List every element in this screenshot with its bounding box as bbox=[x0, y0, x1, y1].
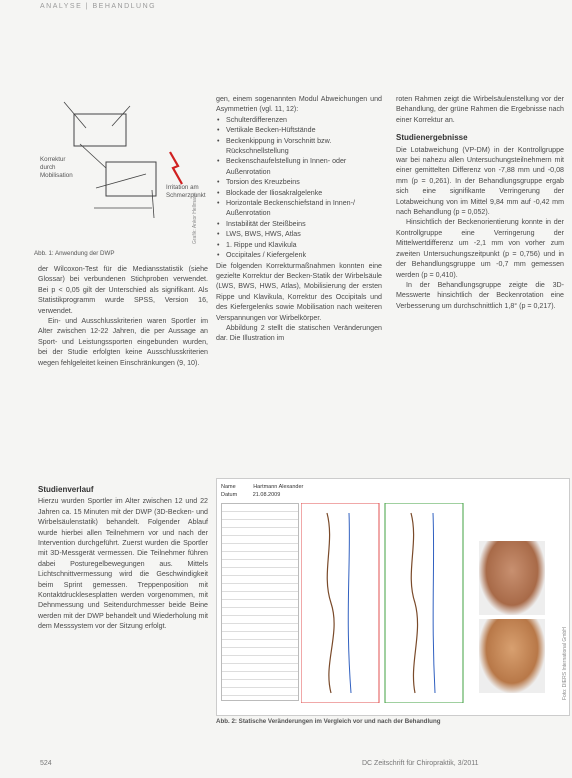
list-item: • Instabilität der Steißbeins bbox=[226, 219, 382, 229]
col2-paragraph: Abbildung 2 stellt die statischen Veränderungen dar. Die Illustration im bbox=[216, 323, 382, 343]
list-item: • LWS, BWS, HWS, Atlas bbox=[226, 229, 382, 239]
name-value: Hartmann Alexander bbox=[253, 484, 304, 490]
measurement-table bbox=[221, 503, 299, 701]
list-item: • Occipitales / Kiefergelenk bbox=[226, 250, 382, 260]
back-scan-before bbox=[479, 541, 545, 615]
col3-paragraph: Hinsichtlich der Beckenorientierung konnte in der Kontrollgruppe eine Verringerung der Mittelwertdifferenz um -2,1 mm von vorher zum zweiten Untersuchungszeitpunkt (p = 0,756) und in der Behandlungsgruppe um -0,7 mm gemessen werden (p = 0,410). bbox=[396, 218, 564, 279]
name-label: Name bbox=[221, 484, 236, 490]
section-heading-studienergebnisse: Studienergebnisse bbox=[396, 133, 468, 143]
list-item: • Torsion des Kreuzbeins bbox=[226, 177, 382, 187]
scan-header bbox=[221, 483, 513, 499]
figure-2-caption: Abb. 2: Statische Veränderungen im Vergleich vor und nach der Behandlung bbox=[216, 718, 441, 725]
col1-paragraph: Hierzu wurden Sportler im Alter zwischen 12 und 22 Jahren ca. 15 Minuten mit der DWP (3D-Becken- und Wirbelsäulenstatik) behandelt. Folgender Ablauf wurde hierbei allen Teilnehmern vor und nach der Intervention durchgeführt. Zuerst wurden die Sportler mit 3D-Messgerät vermessen. Die Teilnehmer führen dabei Posturegelbewegungen aus. Mittels Lichtschnittvermessung wird die Geschwindigkeit beim Sprint gemessen. Treppenposition mit Kontaktdrucklesesplatten werden vorgenommen, mit Dehnmessung und Seitendurchmesser beide Beine werden mit der DWP behandelt und Wiederholung mit dem Messsystem vor der Sitzung erfolgt. bbox=[38, 497, 208, 631]
col1-paragraph: Ein- und Ausschlusskriterien waren Sportler im Alter zwischen 12-22 Jahren, die per Aussage an Sport- und Leistungssporten eingebunden wurden, bei der Studie erfolgten keine Ausschlusskriterien wegen fehlgeleitet keinen Einschränkungen (9, 10). bbox=[38, 317, 208, 367]
col2-paragraph: Die folgenden Korrekturmaßnahmen konnten eine gezielte Korrektur der Becken-Statik der Wirbelsäule (LWS, BWS, HWS, Atlas), Mobilisierung der ersten Rippe und Klavikula, Korrektur des Occipitals und des Kiefergelenks sowie Mobilisation nach weiteren Verspannungen vor Wirbelkörper. bbox=[216, 261, 382, 322]
list-item: • Beckenschaufelstellung in Innen- oder Außenrotation bbox=[226, 156, 382, 177]
list-item: • 1. Rippe und Klavikula bbox=[226, 240, 382, 250]
figure-2-credit: Foto: DIERS International GmbH bbox=[562, 627, 568, 700]
journal-title: DC Zeitschrift für Chiropraktik, 3/2011 bbox=[362, 760, 479, 767]
list-item: • Vertikale Becken-Hüftstände bbox=[226, 125, 382, 135]
column-3 bbox=[396, 94, 564, 311]
figure-1-credit: Grafik: Ankor Hellmann bbox=[192, 192, 198, 244]
figure-1 bbox=[34, 92, 206, 257]
list-item: • Beckenkippung in Vorschnitt bzw. Rückschnellstellung bbox=[226, 136, 382, 157]
column-1-upper bbox=[38, 264, 208, 368]
figure-1-caption: Abb. 1: Anwendung der DWP bbox=[34, 250, 115, 257]
col3-intro: roten Rahmen zeigt die Wirbelsäulenstellung vor der Behandlung, der grüne Rahmen die Ergebnisse nach einer Korrektur an. bbox=[396, 95, 564, 124]
col3-paragraph: In der Behandlungsgruppe zeigte die 3D-Messwerte hinsichtlich der Beckenrotation eine Verbesserung um durchschnittlich 1,8° (p = 0,217). bbox=[396, 280, 564, 310]
col3-paragraph: Die Lotabweichung (VP-DM) in der Kontrollgruppe war bei nahezu allen Untersuchungsteilnehmern mit einer gemittelten Differenz von -7,88 mm und -0,08 mm (p = 0,261). In der Behandlungsgruppe ergab sich eine signifikante Verringerung der Lotabweichung von im Mittel 9,84 mm auf -0,42 mm nach Behandlung (p = 0,052). bbox=[396, 145, 564, 217]
list-item: • Horizontale Beckenschiefstand in Innen-/ Außenrotation bbox=[226, 198, 382, 219]
list-item: • Schulterdifferenzen bbox=[226, 115, 382, 125]
col2-intro: gen, einem sogenannten Modul Abweichungen und Asymmetrien (vgl. 11, 12): bbox=[216, 95, 382, 114]
correction-list bbox=[216, 115, 382, 261]
running-header: ANALYSE | BEHANDLUNG bbox=[40, 3, 157, 10]
figure-1-label-right: Irritation am Schmerzpunkt bbox=[166, 184, 206, 199]
figure-1-label-left: Korrektur durch Mobilisation bbox=[40, 156, 73, 179]
back-scan-after bbox=[479, 619, 545, 693]
date-label: Datum bbox=[221, 492, 238, 498]
figure-2 bbox=[216, 478, 570, 716]
list-item: • Blockade der Iliosakralgelenke bbox=[226, 188, 382, 198]
col1-paragraph: der Wilcoxon-Test für die Mediansstatistik (siehe Glossar) bei verbundenen Stichproben verwendet. Bei p < 0,05 gilt der Unterschied als signifikant. Als Statistikprogramm wurde SPSS, Version 16, verwendet. bbox=[38, 265, 208, 315]
column-2 bbox=[216, 94, 382, 344]
spine-profile-graphs bbox=[301, 503, 471, 703]
section-heading-studienverlauf: Studienverlauf bbox=[38, 485, 94, 494]
column-1-lower bbox=[38, 485, 208, 632]
page-number: 524 bbox=[40, 760, 52, 767]
date-value: 21.08.2009 bbox=[252, 492, 281, 498]
